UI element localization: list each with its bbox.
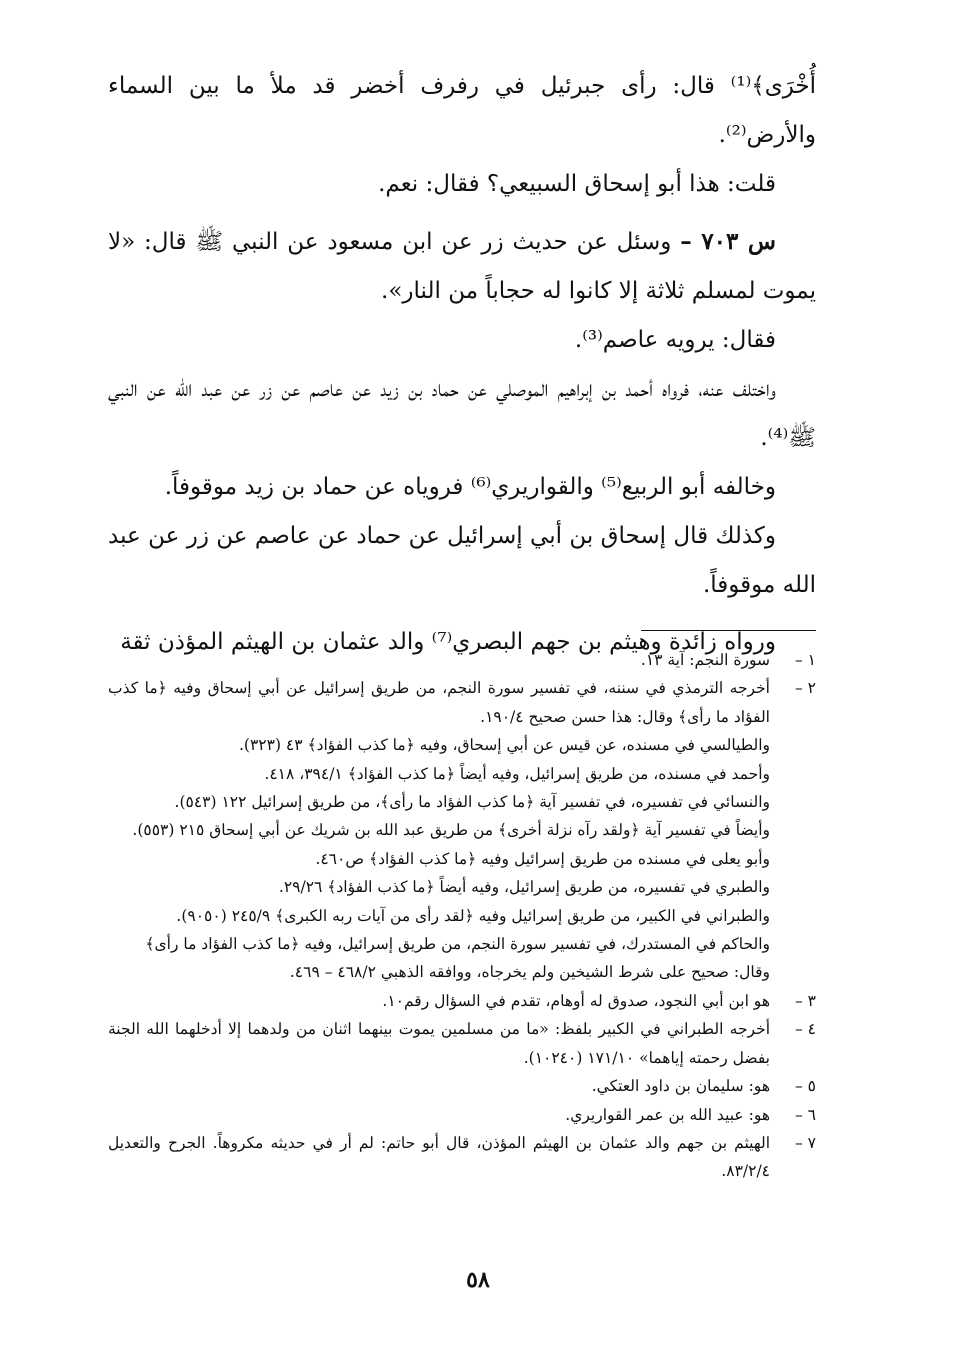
main-line: أُخْرَى﴾⁽¹⁾ قال: رأى جبرئيل في رفرف أخضر قد ملأ ما بين السماء والأرض⁽²⁾. [108, 73, 816, 148]
footnote-item [108, 1015, 816, 1072]
footnote-item [108, 1129, 816, 1186]
footnote-number: ٤ – [794, 1020, 816, 1039]
footnote-subline: وأيضاً في تفسير آية ﴿ولقد رآه نزلة أخرى﴾ من طريق عبد الله بن شريك عن أبي إسحاق ٢١٥ (٥٥٣). [132, 821, 770, 840]
footnote-subline: والطبراني في الكبير، من طريق إسرائيل وفيه ﴿لقد رأى من آيات ربه الكبرى﴾ ٢٤٥/٩ (٩٠٥٠). [176, 906, 770, 925]
paragraph: فقال: يرويه عاصم⁽³⁾. [574, 327, 776, 353]
paragraph: وكذلك قال إسحاق بن أبي إسرائيل عن حماد عن عاصم عن زر عن عبد الله موقوفاً. [108, 523, 816, 598]
footnote-number: ١ – [794, 651, 816, 669]
footnote-number: ٢ – [794, 679, 816, 698]
footnote-text: أخرجه الطبراني في الكبير بلفظ: «ما من مسلمين يموت بينهما اثنان من ولدهما إلا أدخلهما الله الجنة بفضل رحمته إياهما» ١٧١/١٠ (١٠٢٤٠). [108, 1020, 770, 1067]
footnote-text: الهيثم بن جهم والد عثمان بن الهيثم المؤذن، قال أبو حاتم: لم أر في حديثه مكروهاً. الجرح والتعديل ٨٣/٢/٤. [108, 1133, 770, 1181]
paragraph: وخالفه أبو الربيع⁽⁵⁾ والقواريري⁽⁶⁾ فروياه عن حماد بن زيد موقوفاً. [164, 474, 776, 500]
footnote-subline: وأبو يعلى في مسنده من طريق إسرائيل وفيه ﴿ما كذب الفؤاد﴾ ص٤٦٠. [315, 849, 770, 868]
footnote-text: هو: سليمان بن داود العتكي. [591, 1077, 770, 1096]
footnote-item [108, 987, 816, 1015]
footnote-item [108, 1072, 816, 1100]
footnote-subline: والنسائي في تفسيره، في تفسير آية ﴿ما كذب الفؤاد ما رأى﴾، من طريق إسرائيل ١٢٢ (٥٤٣). [174, 793, 770, 812]
footnote-subline: والطيالسي في مسنده، عن قيس عن أبي إسحاق، وفيه ﴿ما كذب الفؤاد﴾ ٤٣ (٣٢٣). [238, 736, 770, 755]
question-paragraph [108, 217, 816, 316]
footnote-number: ٦ – [794, 1105, 816, 1124]
question-text: وسئل عن حديث زر عن ابن مسعود عن النبي ﷺ قال: «لا يموت لمسلم ثلاثة إلا كانوا له حجاباً من النار». [108, 229, 816, 304]
paragraph: واختلف عنه، فرواه أحمد بن إبراهيم الموصلي عن حماد بن زيد عن عاصم عن زر عن عبد الله عن النبي ﷺ⁽⁴⁾. [108, 376, 816, 451]
footnote-number: ٣ – [794, 991, 816, 1010]
paragraph: ورواه زائدة وهيثم بن جهم البصري⁽⁷⁾ والد عثمان بن الهيثم المؤذن ثقة [120, 629, 776, 655]
footnote-subline: وأحمد في مسنده، من طريق إسرائيل، وفيه أيضاً ﴿ما كذب الفؤاد﴾ ٣٩٤/١، ٤١٨. [264, 764, 770, 783]
question-number: س ٧٠٣ – [680, 228, 776, 255]
footnote-item [108, 646, 816, 674]
footnote-subline: والطبري في تفسيره، من طريق إسرائيل، وفيه أيضاً ﴿ما كذب الفؤاد﴾ ٢٩/٢٦. [278, 878, 770, 897]
footnote-number: ٥ – [794, 1077, 816, 1096]
footnote-separator [641, 630, 816, 631]
page-number: ٥٨ [466, 1267, 490, 1293]
footnote-item [108, 1101, 816, 1129]
main-line: قلت: هذا أبو إسحاق السبيعي؟ فقال: نعم. [378, 171, 776, 197]
footnote-subline: والحاكم في المستدرك، في تفسير سورة النجم، من طريق إسرائيل، وفيه ﴿ما كذب الفؤاد ما رأى﴾ وقال: صحيح على شرط الشيخين ولم يخرجاه، ووافقه الذهبي ٤٦٨/٢ – ٤٦٩. [145, 935, 770, 982]
footnote-text: أخرجه الترمذي في سننه، في تفسير سورة النجم، من طريق إسرائيل عن أبي إسحاق وفيه ﴿ما كذب الفؤاد ما رأى﴾ وقال: هذا حسن صحيح ١٩٠/٤. [108, 679, 770, 726]
footnote-item [108, 674, 816, 731]
footnotes-list [108, 646, 816, 1186]
main-text [108, 62, 816, 667]
footnote-number: ٧ – [794, 1133, 816, 1152]
footnote-text: سورة النجم: آية ١٣. [640, 651, 770, 669]
footnote-text: هو: عبيد الله بن عمر القواريري. [565, 1105, 770, 1124]
footnote-text: هو ابن أبي النجود، صدوق له أوهام، تقدم في السؤال رقم١٠. [382, 991, 770, 1010]
